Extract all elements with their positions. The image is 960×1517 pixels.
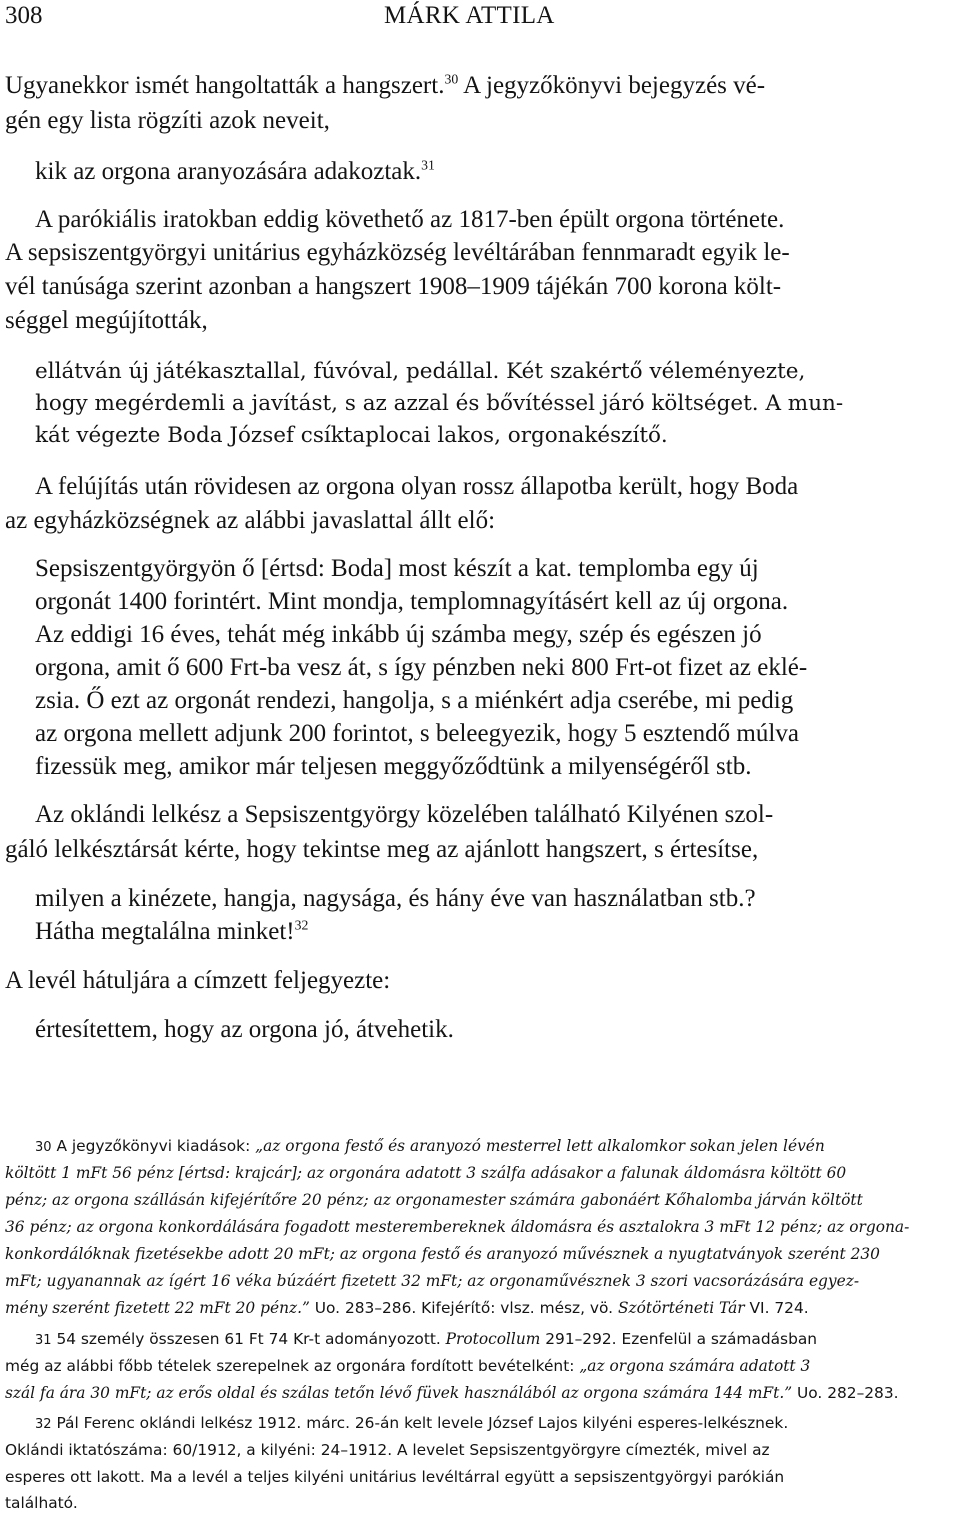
paragraph-4-line-2: gáló lelkésztársát kérte, hogy tekintse meg az ajánlott hangszert, s értesítse, [5, 836, 759, 863]
quote-1-line-1 [35, 158, 435, 186]
quote-4-line-2 [35, 918, 308, 946]
footnote-31-line-3 [5, 1384, 899, 1402]
text-run: mény szerént fizetett 22 mFt 20 pénz.” [5, 1299, 310, 1317]
quote-4-line-1: milyen a kinézete, hangja, nagysága, és hány éve van használatban stb.? [35, 885, 756, 912]
text-run: Protocollum [445, 1330, 541, 1348]
paragraph-1-line-1 [5, 72, 765, 100]
quote-2-line-1: ellátván új játékasztallal, fúvóval, pedállal. Két szakértő véleményezte, [35, 359, 806, 384]
text-run: Szótörténeti Tár [617, 1299, 745, 1317]
footnote-number: 31 [35, 1333, 52, 1348]
footnote-32-line-4: található. [5, 1494, 78, 1512]
footnote-30-line-3: pénz; az orgona szállásán kifejérítőre 20 pénz; az orgonamester számára gabonáért Kőhalomba járván költött [5, 1191, 863, 1209]
text-run: Ugyanekkor ismét hangoltatták a hangszert. [5, 72, 445, 99]
text-run: még az alábbi főbb tételek szerepelnek az orgonára fordított bevételként: [5, 1357, 580, 1375]
footnote-30-line-2: költött 1 mFt 56 pénz [értsd: krajcár]; az orgonára adatott 3 szálfa adásakor a falunak áldomásra költött 60 [5, 1164, 847, 1182]
text-run: Uo. 283–286. Kifejérítő: vlsz. mész, vö. [309, 1299, 618, 1317]
footnote-32-line-2: Oklándi iktatószáma: 60/1912, a kilyéni: 24–1912. A levelet Sepsiszentgyörgyre címezték, mivel az [5, 1441, 770, 1459]
quote-3-line-4: orgona, amit ő 600 Frt-ba vesz át, s így pénzben neki 800 Frt-ot fizet az eklé- [35, 654, 808, 681]
text-run: „az orgona festő és aranyozó mesterrel lett alkalomkor sokan jelen lévén [255, 1137, 825, 1155]
page-number: 308 [5, 2, 43, 29]
quote-3-line-5: zsia. Ő ezt az orgonát rendezi, hangolja, s a miénkért adja cserébe, mi pedig [35, 687, 794, 714]
quote-3-line-3: Az eddigi 16 éves, tehát még inkább új számba megy, szép és egészen jó [35, 621, 762, 648]
footnote-ref-30[interactable]: 30 [444, 71, 459, 87]
quote-3-line-2: orgonát 1400 forintért. Mint mondja, templomnagyításért kell az új orgona. [35, 588, 789, 615]
quote-3-line-6: az orgona mellett adjunk 200 forintot, s beleegyezik, hogy 5 esztendő múlva [35, 720, 799, 747]
footnote-30-line-6: mFt; ugyanannak az ígért 16 véka búzáért fizetett 32 mFt; az orgonaművésznek 3 szori vacsorázására egyez- [5, 1272, 860, 1290]
paragraph-2-line-3: vél tanúsága szerint azonban a hangszert 1908–1909 tájékán 700 korona költ- [5, 273, 782, 300]
footnote-30-line-5: konkordálóknak fizetésekbe adott 20 mFt; az orgona festő és aranyozó művésznek a nyugtatványok szerént 230 [5, 1245, 880, 1263]
text-run: VI. 724. [744, 1299, 809, 1317]
paragraph-3-line-2: az egyházközségnek az alábbi javaslattal állt elő: [5, 507, 496, 534]
paragraph-2-line-1: A parókiális iratokban eddig követhető az 1817-ben épült orgona története. [35, 206, 785, 233]
quote-2-line-3: kát végezte Boda József csíktaplocai lakos, orgonakészítő. [35, 423, 668, 448]
quote-3-line-7: fizessük meg, amikor már teljesen meggyőződtünk a milyenségéről stb. [35, 753, 752, 780]
text-run: szál fa ára 30 mFt; az erős oldal és szálas tetőn lévő füvek használából az orgona számára 144 mFt.” [5, 1384, 793, 1402]
paragraph-4-line-1: Az oklándi lelkész a Sepsiszentgyörgy közelében található Kilyénen szol- [35, 801, 774, 828]
quote-2-line-2: hogy megérdemli a javítást, s az azzal és bővítéssel járó költséget. A mun- [35, 391, 844, 416]
text-run: Hátha megtalálna minket! [35, 918, 295, 945]
footnote-30-line-7 [5, 1299, 809, 1317]
text-run: „az orgona számára adatott 3 [579, 1357, 811, 1375]
footnote-number: 32 [35, 1417, 52, 1432]
footnote-30-line-1 [35, 1137, 825, 1155]
footnote-ref-32[interactable]: 32 [294, 917, 309, 933]
text-run: 291–292. Ezenfelül a számadásban [540, 1330, 818, 1348]
text-run: 54 személy összesen 61 Ft 74 Kr-t adományozott. [51, 1330, 446, 1348]
paragraph-5-line-1: A levél hátuljára a címzett feljegyezte: [5, 967, 391, 994]
paragraph-2-line-4: séggel megújították, [5, 307, 208, 334]
footnote-30-line-4: 36 pénz; az orgona konkordálására fogadott mesterembereknek áldomásra és asztalokra 3 mFt 12 pénz; az orgona- [5, 1218, 910, 1236]
footnote-31-line-2 [5, 1357, 810, 1375]
footnote-32-line-3: esperes ott lakott. Ma a levél a teljes kilyéni unitárius levéltárral együtt a sepsiszentgyörgyi parókián [5, 1468, 785, 1486]
paragraph-3-line-1: A felújítás után rövidesen az orgona olyan rossz állapotba került, hogy Boda [35, 473, 799, 500]
text-run: A jegyzőkönyvi bejegyzés vé- [458, 72, 766, 99]
text-run: kik az orgona aranyozására adakoztak. [35, 158, 422, 185]
text-run: A jegyzőkönyvi kiadások: [51, 1137, 256, 1155]
text-run: Uo. 282–283. [792, 1384, 899, 1402]
running-header-author: MÁRK ATTILA [384, 2, 555, 29]
footnote-number: 30 [35, 1140, 52, 1155]
quote-3-line-1: Sepsiszentgyörgyön ő [értsd: Boda] most készít a kat. templomba egy új [35, 555, 759, 582]
footnote-31-line-1 [35, 1330, 817, 1348]
paragraph-2-line-2: A sepsiszentgyörgyi unitárius egyházközség levéltárában fennmaradt egyik le- [5, 239, 790, 266]
paragraph-1-line-2: gén egy lista rögzíti azok neveit, [5, 107, 330, 134]
footnote-32-line-1 [35, 1414, 788, 1432]
text-run: Pál Ferenc oklándi lelkész 1912. márc. 26-án kelt levele József Lajos kilyéni esperes-lelkésznek. [51, 1414, 789, 1432]
footnote-ref-31[interactable]: 31 [421, 157, 435, 173]
quote-5-line-1: értesítettem, hogy az orgona jó, átvehetik. [35, 1016, 454, 1043]
